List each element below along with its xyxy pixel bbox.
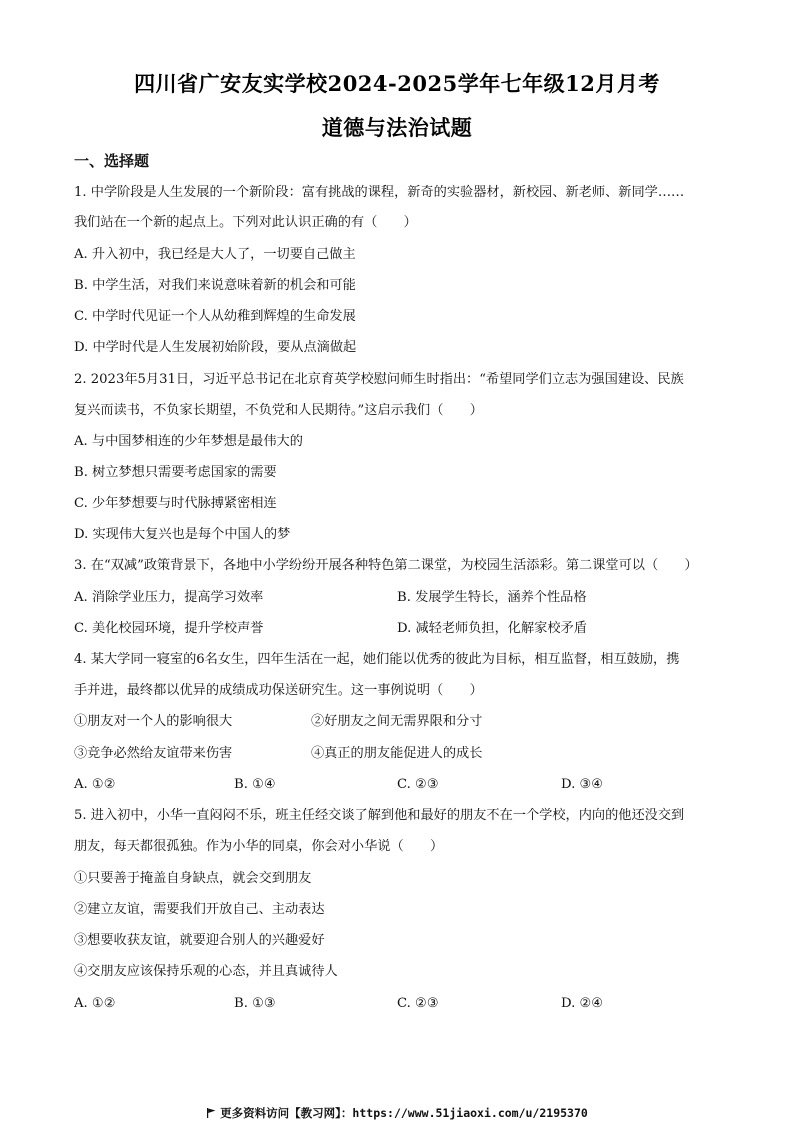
- q5-option-c: C. ②③: [397, 996, 439, 1011]
- q5-stem-line2: 朋友，每天都很孤独。作为小华的同桌，你会对小华说（ ）: [74, 839, 444, 854]
- q4-statement-3: ③竞争必然给友谊带来伤害: [74, 746, 233, 761]
- q2-stem-line2: 复兴而读书，不负家长期望，不负党和人民期待。”这启示我们（ ）: [74, 403, 483, 418]
- q4-option-b: B. ①④: [234, 777, 276, 792]
- q5-option-a: A. ①②: [74, 996, 116, 1011]
- q4-statement-1: ①朋友对一个人的影响很大: [74, 714, 233, 729]
- exam-subtitle: 道德与法治试题: [321, 115, 473, 140]
- q5-option-b: B. ①③: [234, 996, 276, 1011]
- q4-statement-4: ④真正的朋友能促进人的成长: [311, 746, 483, 761]
- q2-option-c: C. 少年梦想要与时代脉搏紧密相连: [74, 496, 277, 511]
- footer-link[interactable]: 更多资料访问【教习网】：https://www.51jiaoxi.com/u/2195370: [220, 1106, 588, 1120]
- q3-stem: 3. 在“双减”政策背景下，各地中小学纷纷开展各种特色第二课堂，为校园生活添彩。第二课堂可以（ ）: [74, 558, 698, 573]
- q1-option-c: C. 中学时代见证一个人从幼稚到辉煌的生命发展: [74, 309, 356, 324]
- section-heading: 一、选择题: [74, 152, 150, 170]
- q4-option-a: A. ①②: [74, 777, 116, 792]
- q2-option-a: A. 与中国梦相连的少年梦想是最伟大的: [74, 434, 303, 449]
- q4-option-c: C. ②③: [397, 777, 439, 792]
- q2-stem-line1: 2. 2023年5月31日，习近平总书记在北京育英学校慰问师生时指出：“希望同学们立志为强国建设、民族: [74, 372, 684, 387]
- q3-option-c: C. 美化校园环境，提升学校声誉: [74, 621, 264, 636]
- q1-stem-line2: 我们站在一个新的起点上。下列对此认识正确的有（ ）: [74, 215, 417, 230]
- q4-statement-2: ②好朋友之间无需界限和分寸: [311, 714, 483, 729]
- q3-option-a: A. 消除学业压力，提高学习效率: [74, 590, 264, 605]
- q5-statement-4: ④交朋友应该保持乐观的心态，并且真诚待人: [74, 964, 338, 979]
- flag-icon: [206, 1108, 216, 1118]
- footer: [0, 1105, 794, 1121]
- q1-option-a: A. 升入初中，我已经是大人了，一切要自己做主: [74, 247, 356, 262]
- q4-option-d: D. ③④: [561, 777, 604, 792]
- exam-title: 四川省广安友实学校2024-2025学年七年级12月月考: [134, 71, 660, 96]
- q4-stem-line2: 手并进，最终都以优异的成绩成功保送研究生。这一事例说明（ ）: [74, 683, 483, 698]
- q1-option-b: B. 中学生活，对我们来说意味着新的机会和可能: [74, 278, 356, 293]
- q4-stem-line1: 4. 某大学同一寝室的6名女生，四年生活在一起，她们能以优秀的彼此为目标，相互监督，相互鼓励，携: [74, 652, 680, 667]
- q3-option-b: B. 发展学生特长，涵养个性品格: [397, 590, 587, 605]
- q3-option-d: D. 减轻老师负担，化解家校矛盾: [397, 621, 587, 636]
- q2-option-d: D. 实现伟大复兴也是每个中国人的梦: [74, 527, 291, 542]
- q1-stem-line1: 1. 中学阶段是人生发展的一个新阶段：富有挑战的课程，新奇的实验器材，新校园、新老师、新同学……: [74, 185, 685, 200]
- q5-option-d: D. ②④: [561, 996, 604, 1011]
- q5-statement-2: ②建立友谊，需要我们开放自己、主动表达: [74, 902, 325, 917]
- q2-option-b: B. 树立梦想只需要考虑国家的需要: [74, 465, 277, 480]
- q5-statement-1: ①只要善于掩盖自身缺点，就会交到朋友: [74, 871, 312, 886]
- q5-statement-3: ③想要收获友谊，就要迎合别人的兴趣爱好: [74, 933, 325, 948]
- q1-option-d: D. 中学时代是人生发展初始阶段，要从点滴做起: [74, 340, 357, 355]
- q5-stem-line1: 5. 进入初中，小华一直闷闷不乐，班主任经交谈了解到他和最好的朋友不在一个学校，内向的他还没交到: [74, 808, 685, 823]
